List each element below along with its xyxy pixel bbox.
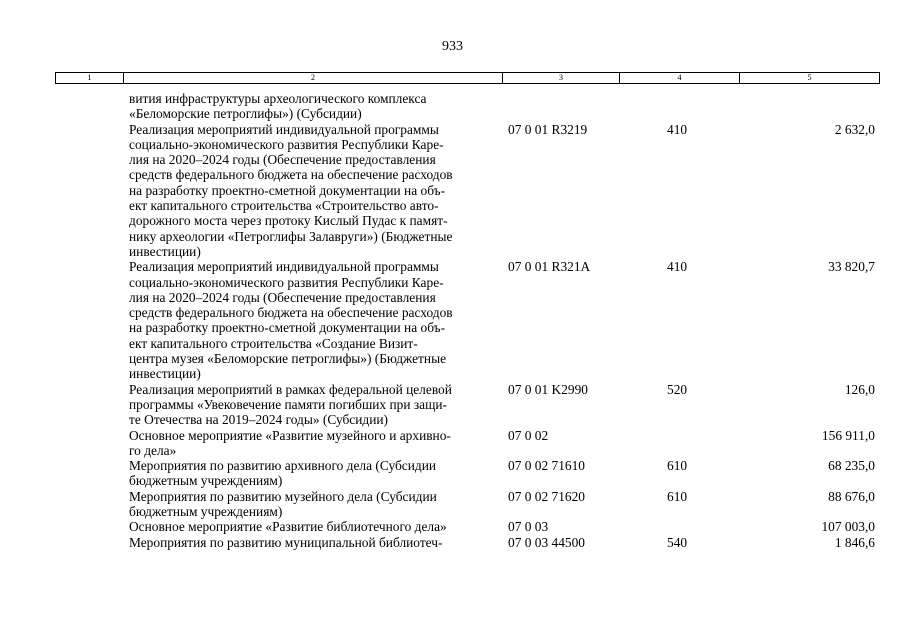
header-col-1: 1 (56, 73, 124, 83)
header-col-4: 4 (620, 73, 740, 83)
table-row (0, 519, 905, 534)
row-code: 07 0 02 71610 (508, 458, 585, 474)
row-amount: 2 632,0 (834, 121, 875, 137)
table-row (0, 489, 905, 520)
row-description: Реализация мероприятий в рамках федеральной целевой программы «Увековечение памяти погибших при защи- те Отечества на 2019–2024 годы» (Субсидии) (129, 381, 452, 428)
row-code: 07 0 02 71620 (508, 488, 585, 504)
row-description: Мероприятия по развитию музейного дела (Субсидии бюджетным учреждениям) (129, 488, 437, 520)
header-col-5: 5 (807, 73, 812, 82)
row-expense-type: 410 (667, 121, 688, 137)
row-amount: 156 911,0 (821, 427, 875, 443)
row-code: 07 0 01 R3219 (508, 121, 588, 137)
row-expense-type: 610 (667, 488, 688, 504)
row-code: 07 0 01 K2990 (508, 381, 588, 397)
row-description: Мероприятия по развитию муниципальной библиотеч- (129, 534, 443, 550)
table-row (0, 458, 905, 489)
header-col-3: 3 (503, 73, 620, 83)
row-code: 07 0 02 (508, 427, 549, 443)
row-description: Реализация мероприятий индивидуальной программы социально-экономического развития Республики Каре- лия на 2020–2024 годы (Обеспечение предоставления средств федерального бюджета на обеспечение расходов на разработку проектно-сметной документации на объ- ект капитального строительства «Строительство авто- дорожного моста через протоку Кислый Пудас к памят- нику археологии «Петроглифы Залавруги») (Бюджетные инвестиции) (129, 121, 453, 259)
table-row (0, 122, 905, 260)
table-row (0, 428, 905, 459)
row-expense-type: 520 (667, 381, 688, 397)
page-number: 933 (442, 39, 463, 54)
row-description: Реализация мероприятий индивидуальной программы социально-экономического развития Республики Каре- лия на 2020–2024 годы (Обеспечение предоставления средств федерального бюджета на обеспечение расходов на разработку проектно-сметной документации на объ- ект капитального строительства «Создание Визит- центра музея «Беломорские петроглифы») (Бюджетные инвестиции) (129, 259, 453, 382)
row-amount: 1 846,6 (834, 534, 875, 550)
row-expense-type: 410 (667, 259, 688, 275)
table-row (0, 382, 905, 428)
row-description: Основное мероприятие «Развитие библиотечного дела» (129, 519, 447, 535)
row-expense-type: 610 (667, 458, 688, 474)
row-code: 07 0 03 (508, 519, 549, 535)
table-header (55, 72, 880, 84)
table-row (0, 91, 905, 122)
row-description: Мероприятия по развитию архивного дела (Субсидии бюджетным учреждениям) (129, 458, 437, 489)
header-col-2: 2 (124, 73, 503, 83)
row-expense-type: 540 (667, 534, 688, 550)
row-amount: 68 235,0 (828, 458, 875, 474)
table-body (0, 91, 905, 550)
table-row (0, 259, 905, 381)
row-code: 07 0 03 44500 (508, 534, 585, 550)
row-description: вития инфраструктуры археологического комплекса «Беломорские петроглифы») (Субсидии) (129, 91, 427, 122)
row-description: Основное мероприятие «Развитие музейного и архивно- го дела» (129, 427, 451, 458)
row-amount: 126,0 (844, 381, 875, 397)
row-amount: 88 676,0 (828, 488, 875, 504)
row-amount: 33 820,7 (828, 259, 875, 275)
table-row (0, 535, 905, 550)
row-amount: 107 003,0 (821, 519, 875, 535)
row-code: 07 0 01 R321A (508, 259, 591, 275)
